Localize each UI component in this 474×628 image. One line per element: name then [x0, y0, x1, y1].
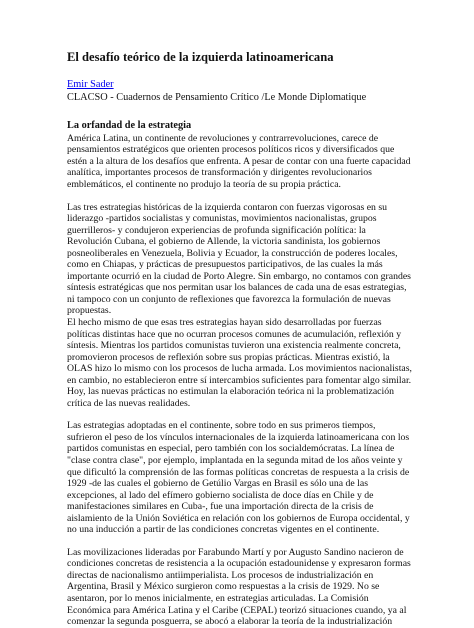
text-line: 1929 -de las cuales el gobierno de Getúlio Vargas en Brasil es sólo una de las — [67, 478, 369, 490]
text-line: Revolución Cubana, el gobierno de Allende, la victoria sandinista, los gobiernos — [67, 236, 381, 248]
text-line: síntesis. Mientras los partidos comunistas tuvieron una existencia realmente concreta, — [67, 340, 401, 352]
text-line: estén a la altura de los desafíos que enfrenta. A pesar de contar con una fuerte capacidad — [67, 155, 411, 167]
paragraph — [67, 420, 426, 535]
author-link[interactable]: Emir Sader — [67, 79, 114, 90]
text-line: excepciones, al lado del efímero gobierno socialista de doce días en Chile y de — [67, 489, 374, 501]
text-line: "clase contra clase", por ejemplo, implantada en la segunda mitad de los años veinte y — [67, 455, 403, 466]
text-line: crítica de las nuevas realidades. — [67, 397, 191, 409]
text-line: comenzar la segunda posguerra, se abocó a elaborar la teoría de la industrialización — [67, 616, 393, 628]
text-line: Las movilizaciones lideradas por Farabundo Martí y por Augusto Sandino nacieron de — [67, 546, 404, 558]
paragraph — [67, 547, 426, 628]
text-line: aislamiento de la Unión Soviética en relación con los gobiernos de Europa occidental, y — [67, 512, 410, 524]
text-line: directas de nacionalismo antiimperialista. Los procesos de industrialización en — [67, 569, 374, 581]
text-line: síntesis estratégicas que nos permitan usar los balances de cada una de esas estrategias, — [67, 282, 407, 294]
text-line: OLAS hizo lo mismo con los procesos de lucha armada. Los movimientos nacionalistas, — [67, 363, 412, 375]
text-line: propuestas. — [67, 305, 112, 317]
text-line: condiciones concretas de resistencia a la ocupación estadounidense y expresaron formas — [67, 558, 411, 570]
author-line — [67, 79, 426, 92]
text-line: guerrilleros- y condujeron experiencias de profunda significación política: la — [67, 224, 366, 236]
section-heading: La orfandad de la estrategia — [67, 120, 192, 132]
text-line: América Latina, un continente de revoluciones y contrarrevoluciones, carece de — [67, 132, 379, 144]
text-line: Las estrategias adoptadas en el continente, sobre todo en sus primeros tiempos, — [67, 420, 376, 432]
text-line: analítica, importantes procesos de transformación y dirigentes revolucionarios — [67, 167, 372, 179]
text-line: posneoliberales en Venezuela, Bolivia y Ecuador, la construcción de poderes locales, — [67, 247, 398, 259]
text-line: Económica para América Latina y el Caribe (CEPAL) teorizó situaciones cuando, ya al — [67, 604, 407, 616]
text-line: políticas distintas hace que no ocurran procesos comunes de acumulación, reflexión y — [67, 328, 402, 340]
text-line: Argentina, Brasil y México surgieron como respuestas a la crisis de 1929. No se — [67, 581, 380, 593]
paragraph — [67, 202, 426, 410]
text-line: en cambio, no establecieron entre sí intercambios suficientes para fomentar algo similar. — [67, 374, 412, 386]
article-body — [67, 133, 426, 628]
text-line: promovieron procesos de reflexión sobre sus propias prácticas. Mientras existió, la — [67, 351, 390, 363]
text-line: pensamientos estratégicos que orienten procesos políticos ricos y diversificados que — [67, 144, 395, 156]
document-title: El desafío teórico de la izquierda latinoamericana — [67, 50, 334, 64]
text-line: sufrieron el peso de los vínculos internacionales de la izquierda latinoamericana con los — [67, 431, 410, 443]
text-line: Las tres estrategias históricas de la izquierda contaron con fuerzas vigorosas en su — [67, 201, 388, 213]
text-line: asentaron, por lo menos inicialmente, en estrategias articuladas. La Comisión — [67, 593, 369, 605]
text-line: manifestaciones similares en Cuba-, fue una importación directa de la crisis de — [67, 501, 374, 513]
text-line: liderazgo -partidos socialistas y comunistas, movimientos nacionalistas, grupos — [67, 213, 377, 225]
text-line: partidos comunistas en especial, pero también con los socialdemócratas. La línea de — [67, 443, 395, 455]
text-line: como en Chiapas, y prácticas de presupuestos participativos, de las cuales la más — [67, 259, 383, 271]
text-line: Hoy, las nuevas prácticas no estimulan la elaboración teórica ni la problematización — [67, 386, 394, 398]
text-line: El hecho mismo de que esas tres estrategias hayan sido desarrolladas por fuerzas — [67, 316, 382, 328]
text-line: no una inducción a partir de las condiciones concretas vigentes en el continente. — [67, 524, 380, 536]
text-line: que dificultó la comprensión de las formas políticas concretas de respuesta a la crisis de — [67, 466, 410, 478]
affiliation-line: CLACSO - Cuadernos de Pensamiento Crítico /Le Monde Diplomatique — [67, 91, 367, 103]
text-line: ni tampoco con un conjunto de reflexiones que favorezca la formulación de nuevas — [67, 293, 391, 305]
text-line: importante ocurrió en la ciudad de Porto Alegre. Sin embargo, no contamos con grandes — [67, 270, 411, 282]
text-line: emblemáticos, el continente no produjo la teoría de su propia práctica. — [67, 178, 341, 190]
paragraph — [67, 133, 426, 191]
